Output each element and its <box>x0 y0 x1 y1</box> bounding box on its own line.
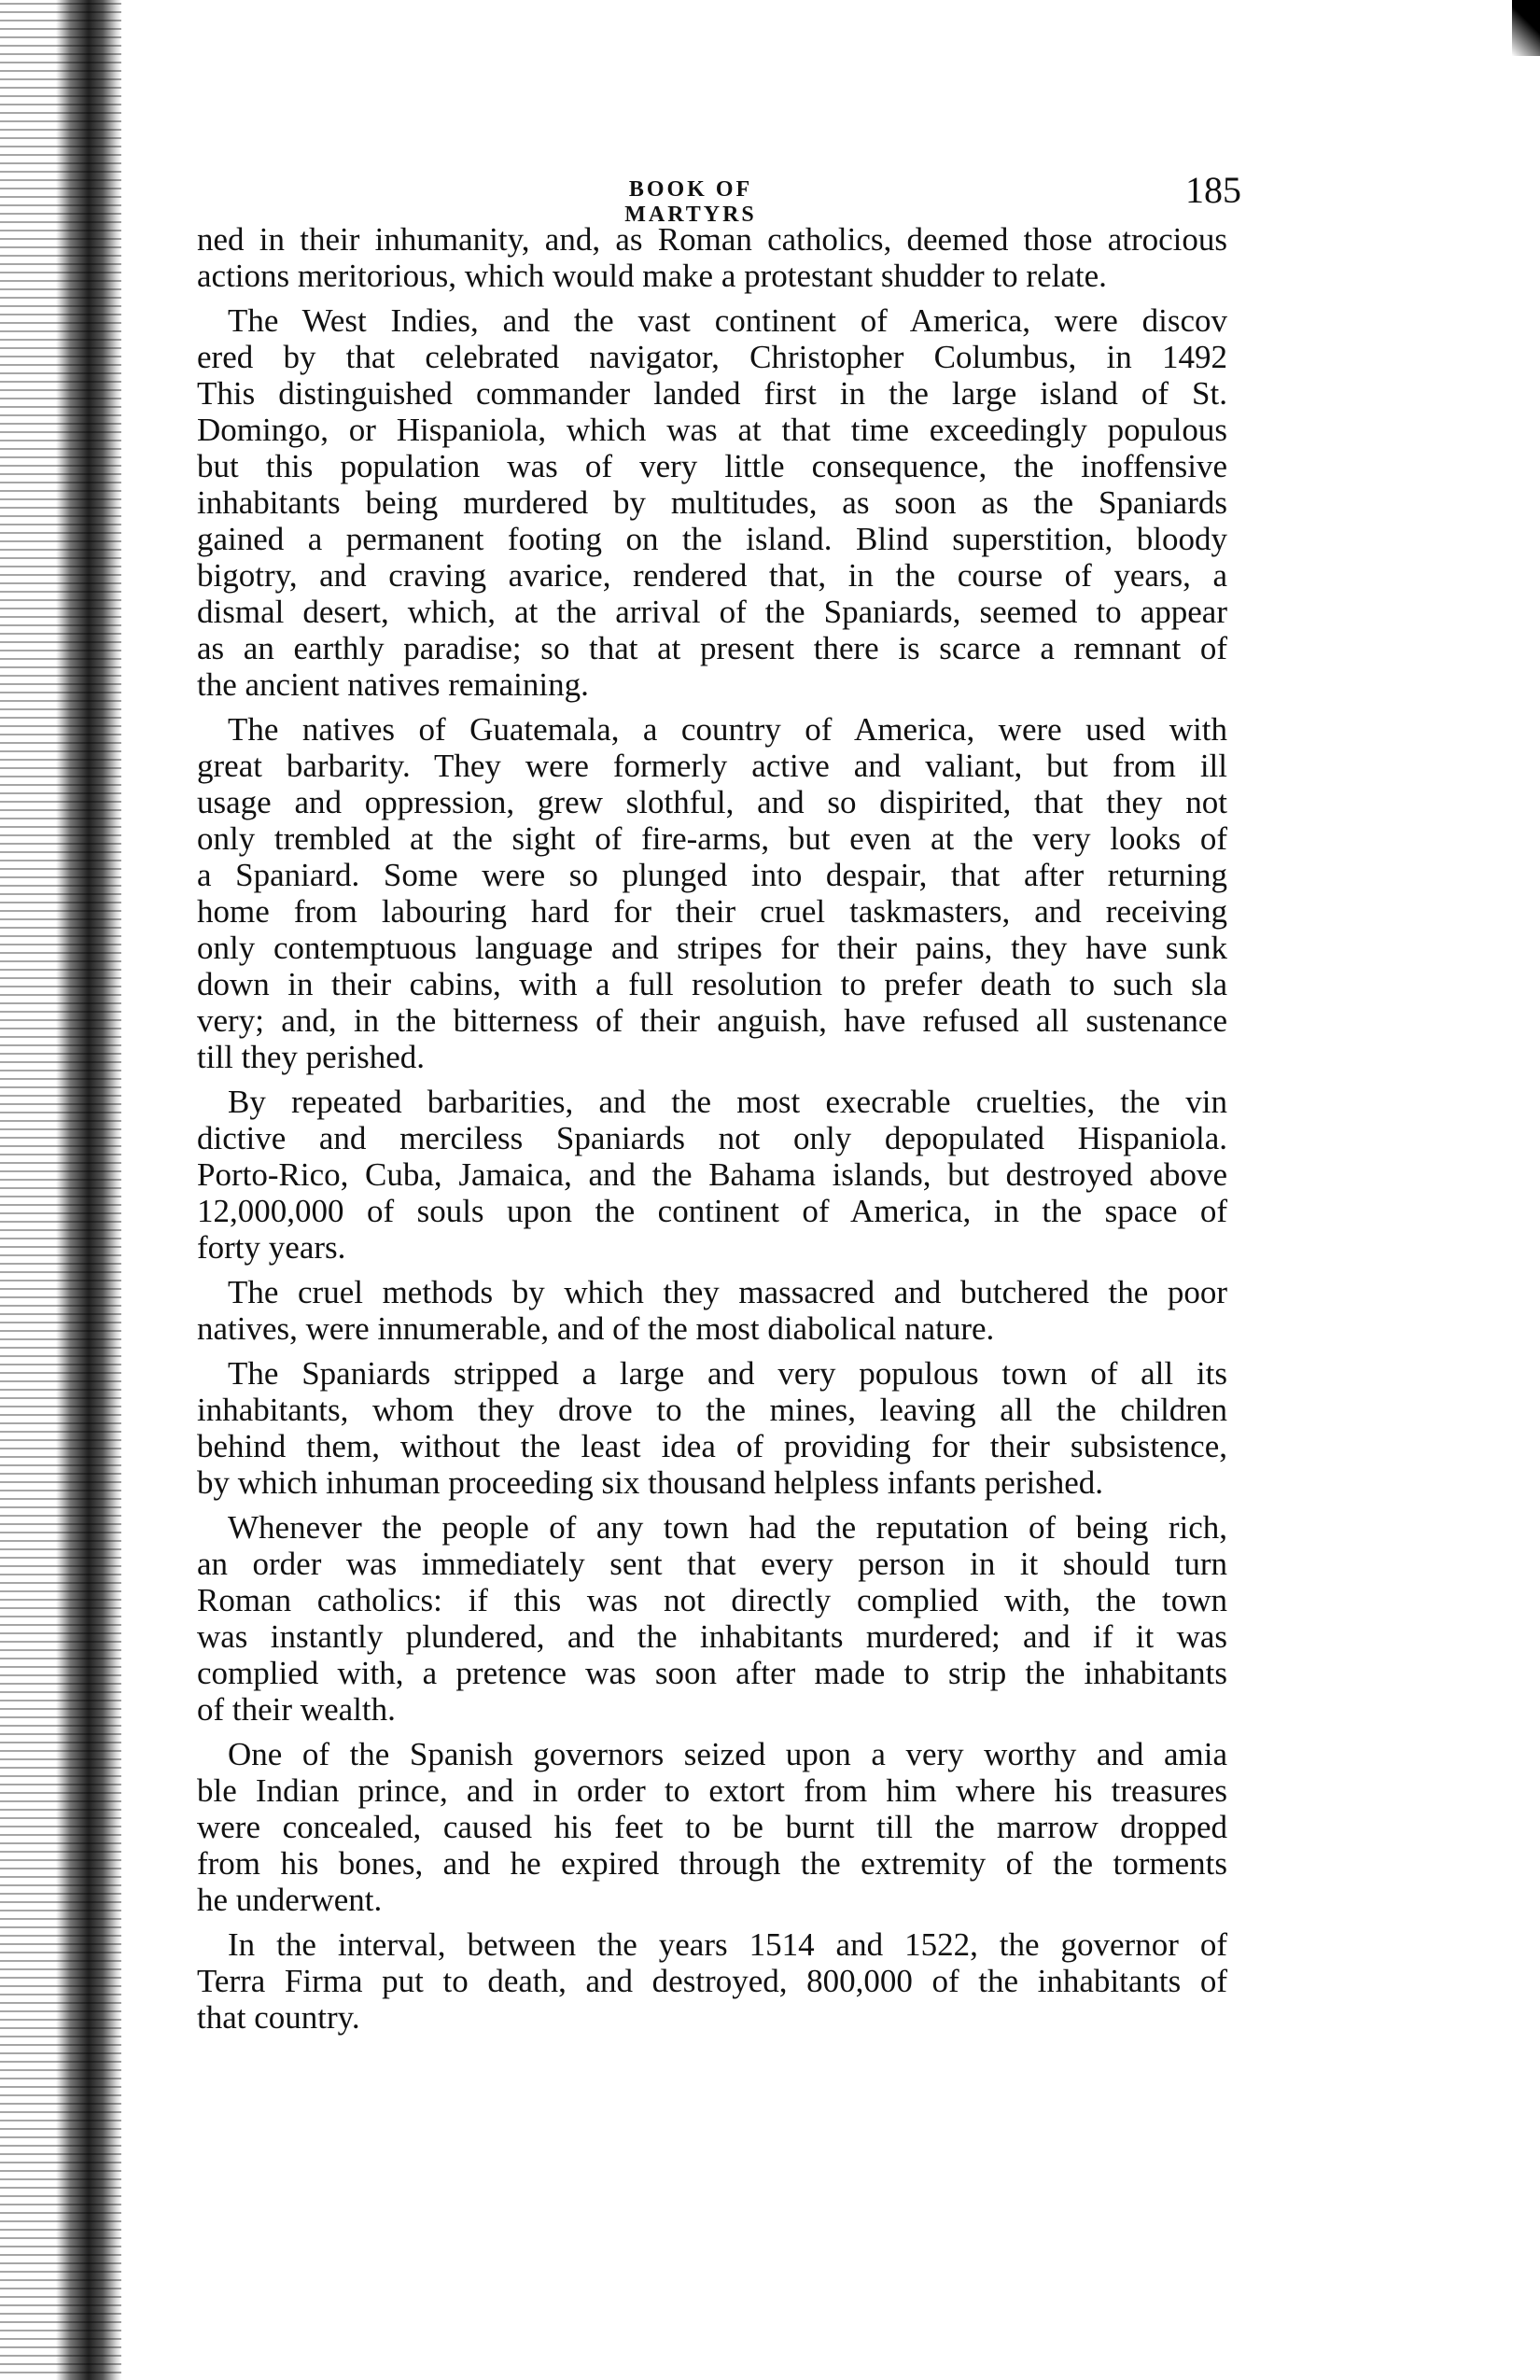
body-text <box>197 221 1227 2036</box>
text-line: By repeated barbarities, and the most execrable cruelties, the vin <box>228 1084 1227 1120</box>
text-line: home from labouring hard for their cruel taskmasters, and receiving <box>197 893 1227 930</box>
paragraph <box>197 1509 1227 1728</box>
text-line: was instantly plundered, and the inhabitants murdered; and if it was <box>197 1618 1227 1655</box>
text-line: great barbarity. They were formerly active and valiant, but from ill <box>197 748 1227 784</box>
text-line: ered by that celebrated navigator, Christopher Columbus, in 1492 <box>197 339 1227 375</box>
paragraph <box>197 1084 1227 1266</box>
page-corner-shadow <box>1512 0 1540 56</box>
page-number: 185 <box>1185 169 1241 211</box>
text-line: the ancient natives remaining. <box>197 666 589 703</box>
text-line: were concealed, caused his feet to be burnt till the marrow dropped <box>197 1809 1227 1845</box>
text-line: only trembled at the sight of fire-arms, but even at the very looks of <box>197 820 1227 857</box>
text-line: behind them, without the least idea of providing for their subsistence, <box>197 1428 1227 1464</box>
text-line: an order was immediately sent that every person in it should turn <box>197 1546 1227 1582</box>
paragraph <box>197 302 1227 703</box>
running-header: BOOK OF MARTYRS <box>624 177 757 227</box>
text-line: This distinguished commander landed first in the large island of St. <box>197 375 1227 412</box>
paragraph <box>197 1736 1227 1918</box>
text-line: inhabitants being murdered by multitudes, as soon as the Spaniards <box>197 484 1227 521</box>
text-line: usage and oppression, grew slothful, and so dispirited, that they not <box>197 784 1227 820</box>
text-line: dismal desert, which, at the arrival of the Spaniards, seemed to appear <box>197 594 1227 630</box>
text-line: 12,000,000 of souls upon the continent of America, in the space of <box>197 1193 1227 1229</box>
text-line: inhabitants, whom they drove to the mines, leaving all the children <box>197 1392 1227 1428</box>
text-line: bigotry, and craving avarice, rendered that, in the course of years, a <box>197 557 1227 594</box>
text-line: only contemptuous language and stripes for their pains, they have sunk <box>197 930 1227 966</box>
text-line: Whenever the people of any town had the reputation of being rich, <box>228 1509 1227 1546</box>
text-line: that country. <box>197 1999 360 2036</box>
text-line: The West Indies, and the vast continent of America, were discov <box>228 302 1227 339</box>
text-line: but this population was of very little consequence, the inoffensive <box>197 448 1227 484</box>
text-line: ned in their inhumanity, and, as Roman catholics, deemed those atrocious <box>197 221 1227 258</box>
text-line: Roman catholics: if this was not directly complied with, the town <box>197 1582 1227 1618</box>
text-line: complied with, a pretence was soon after made to strip the inhabitants <box>197 1655 1227 1691</box>
text-line: actions meritorious, which would make a protestant shudder to relate. <box>197 258 1107 294</box>
text-line: from his bones, and he expired through the extremity of the torments <box>197 1845 1227 1882</box>
text-line: of their wealth. <box>197 1691 396 1728</box>
text-line: The Spaniards stripped a large and very populous town of all its <box>228 1355 1227 1392</box>
text-line: gained a permanent footing on the island. Blind superstition, bloody <box>197 521 1227 557</box>
text-line: by which inhuman proceeding six thousand helpless infants perished. <box>197 1464 1104 1501</box>
text-line: The cruel methods by which they massacred and butchered the poor <box>228 1274 1227 1310</box>
text-line: ble Indian prince, and in order to extort from him where his treasures <box>197 1772 1227 1809</box>
text-line: In the interval, between the years 1514 and 1522, the governor of <box>228 1926 1227 1963</box>
text-line: Terra Firma put to death, and destroyed, 800,000 of the inhabitants of <box>197 1963 1227 1999</box>
text-line: Domingo, or Hispaniola, which was at that time exceedingly populous <box>197 412 1227 448</box>
paragraph <box>197 1926 1227 2036</box>
text-line: as an earthly paradise; so that at present there is scarce a remnant of <box>197 630 1227 666</box>
text-line: a Spaniard. Some were so plunged into despair, that after returning <box>197 857 1227 893</box>
paragraph <box>197 1355 1227 1501</box>
paragraph <box>197 711 1227 1075</box>
text-line: very; and, in the bitterness of their anguish, have refused all sustenance <box>197 1002 1227 1039</box>
text-line: One of the Spanish governors seized upon a very worthy and amia <box>228 1736 1227 1772</box>
text-line: The natives of Guatemala, a country of America, were used with <box>228 711 1227 748</box>
paragraph <box>197 1274 1227 1347</box>
text-line: Porto-Rico, Cuba, Jamaica, and the Bahama islands, but destroyed above <box>197 1156 1227 1193</box>
text-line: he underwent. <box>197 1882 383 1918</box>
text-line: dictive and merciless Spaniards not only depopulated Hispaniola. <box>197 1120 1227 1156</box>
text-line: natives, were innumerable, and of the most diabolical nature. <box>197 1310 995 1347</box>
book-binding-edge <box>0 0 121 2380</box>
text-line: forty years. <box>197 1229 346 1266</box>
paragraph <box>197 221 1227 294</box>
text-line: till they perished. <box>197 1039 425 1075</box>
text-line: down in their cabins, with a full resolution to prefer death to such sla <box>197 966 1227 1002</box>
